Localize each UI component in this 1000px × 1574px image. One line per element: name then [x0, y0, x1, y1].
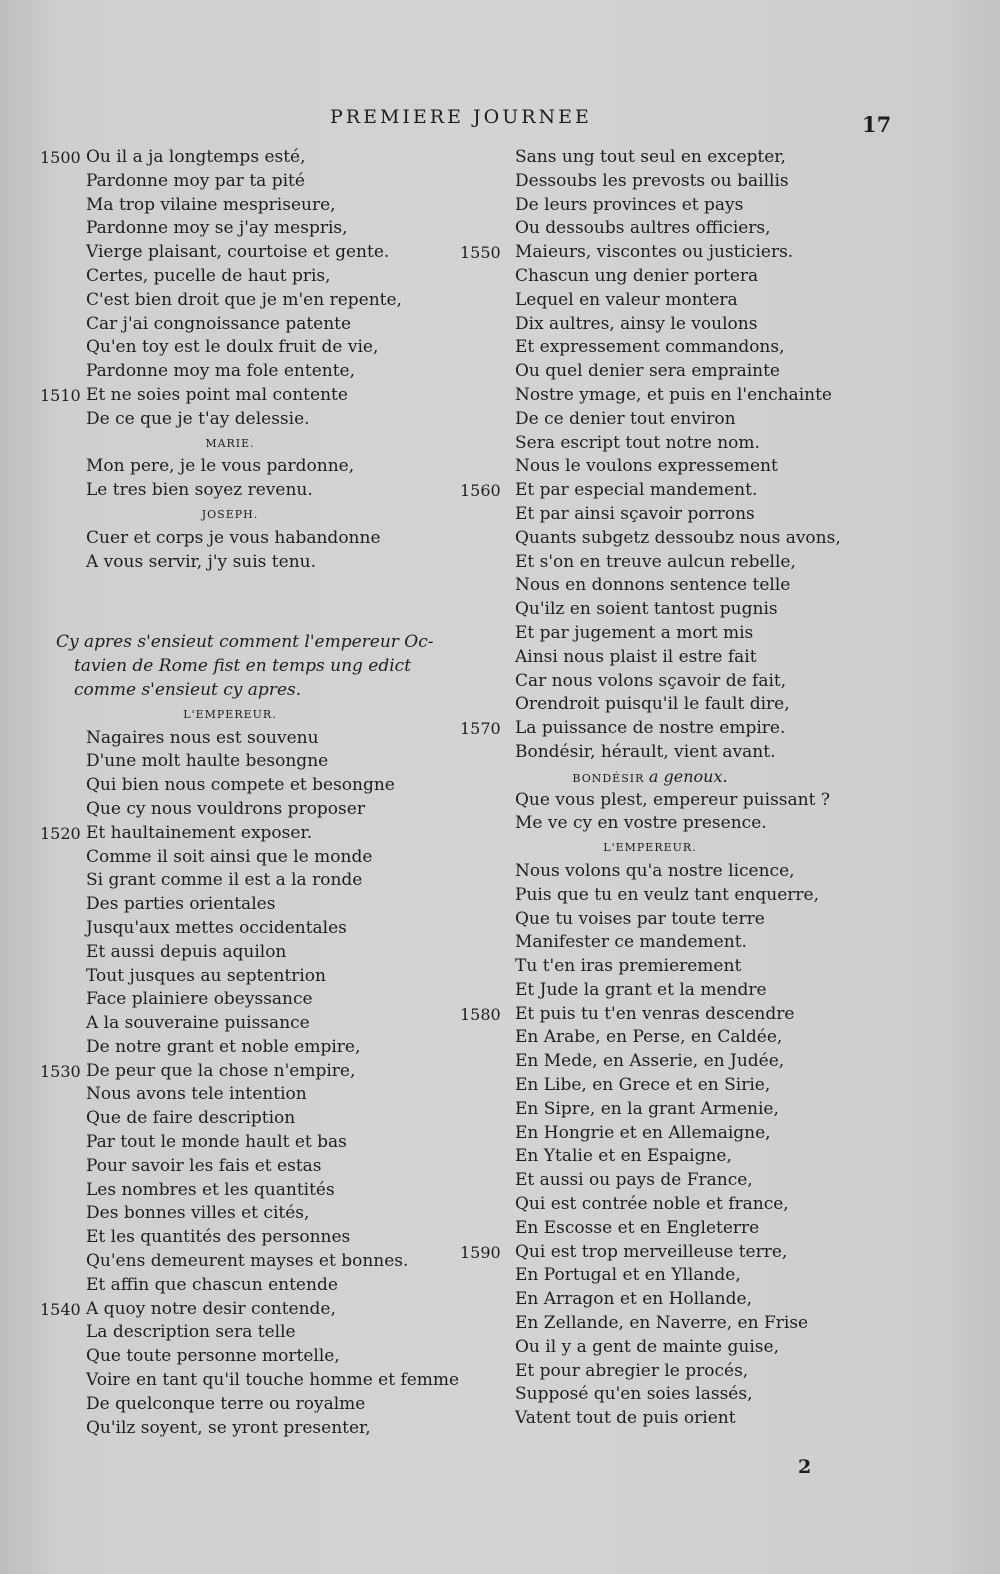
verse-text: Chascun ung denier portera: [515, 265, 759, 286]
verse-text: Pardonne moy par ta pité: [86, 170, 305, 191]
verse-text: Lequel en valeur montera: [515, 289, 738, 310]
verse-text: Par tout le monde hault et bas: [86, 1132, 347, 1153]
verse-line: [460, 360, 860, 384]
verse-text: Qu'ilz en soient tantost pugnis: [515, 599, 778, 620]
verse-text: En Sipre, en la grant Armenie,: [515, 1098, 779, 1119]
verse-line: [40, 408, 480, 432]
verse-line: [460, 146, 860, 170]
verse-line: [460, 194, 860, 218]
verse-text: Dessoubs les prevosts ou baillis: [515, 170, 789, 191]
verse-text: Que de faire description: [86, 1108, 296, 1129]
verse-text: Certes, pucelle de haut pris,: [86, 265, 331, 286]
verse-line: [460, 670, 860, 694]
speaker-label: L'EMPEREUR.: [183, 707, 277, 721]
verse-line: [40, 1226, 480, 1250]
verse-text: Et les quantités des personnes: [86, 1227, 351, 1248]
verse-line: [40, 1321, 480, 1345]
verse-text: Pour savoir les fais et estas: [86, 1155, 322, 1176]
verse-text: Supposé qu'en soies lassés,: [515, 1384, 753, 1405]
verse-text: En Libe, en Grece et en Sirie,: [515, 1075, 771, 1096]
verse-line: [460, 1122, 860, 1146]
verse-text: Et haultainement exposer.: [86, 822, 313, 843]
verse-text: Les nombres et les quantités: [86, 1179, 335, 1200]
line-number: 1530: [40, 1061, 81, 1081]
signature-mark: 2: [798, 1456, 812, 1478]
verse-text: Qu'ilz soyent, se yront presenter,: [86, 1417, 371, 1438]
verse-text: De ce denier tout environ: [515, 408, 736, 429]
verse-line: [460, 955, 860, 979]
line-number: 1510: [40, 385, 81, 405]
verse-line: [40, 217, 480, 241]
verse-text: Des bonnes villes et cités,: [86, 1203, 310, 1224]
verse-text: De quelconque terre ou royalme: [86, 1393, 366, 1414]
verse-text: Orendroit puisqu'il le fault dire,: [515, 694, 790, 715]
verse-line: [40, 965, 480, 989]
verse-text: Manifester ce mandement.: [515, 932, 747, 953]
verse-text: En Arragon et en Hollande,: [515, 1289, 752, 1310]
verse-text: Et expressement commandons,: [515, 337, 785, 358]
verse-text: Puis que tu en veulz tant enquerre,: [515, 884, 820, 905]
verse-line: [40, 750, 480, 774]
verse-text: La description sera telle: [86, 1322, 296, 1343]
page-header: [0, 106, 1000, 136]
verse-line: [460, 241, 860, 265]
verse-text: Nagaires nous est souvenu: [86, 727, 319, 748]
verse-text: Sans ung tout seul en excepter,: [515, 147, 786, 167]
verse-text: A vous servir, j'y suis tenu.: [86, 551, 316, 572]
line-number: 1580: [460, 1004, 501, 1024]
line-number: 1590: [460, 1242, 501, 1262]
verse-line: [40, 1131, 480, 1155]
verse-line: [40, 1417, 480, 1441]
verse-line: [460, 693, 860, 717]
verse-line: [40, 551, 480, 575]
verse-line: [460, 1193, 860, 1217]
verse-line: [460, 384, 860, 408]
speaker-name: [40, 503, 420, 527]
verse-text: Qui est contrée noble et france,: [515, 1194, 789, 1215]
verse-text: De peur que la chose n'empire,: [86, 1060, 356, 1081]
verse-text: Des parties orientales: [86, 894, 276, 915]
verse-text: Vierge plaisant, courtoise et gente.: [86, 242, 390, 263]
verse-line: [460, 622, 860, 646]
verse-line: [460, 170, 860, 194]
line-number: 1520: [40, 823, 81, 843]
verse-text: Et par jugement a mort mis: [515, 622, 754, 643]
verse-text: Bondésir, hérault, vient avant.: [515, 741, 776, 762]
verse-text: Et affin que chascun entende: [86, 1274, 338, 1295]
verse-text: Vatent tout de puis orient: [515, 1408, 736, 1429]
verse-line: [40, 336, 480, 360]
stage-direction-line: comme s'ensieut cy apres.: [74, 679, 302, 700]
line-number: 1570: [460, 719, 501, 739]
verse-text: Si grant comme il est a la ronde: [86, 870, 363, 891]
verse-line: [40, 941, 480, 965]
verse-text: Le tres bien soyez revenu.: [86, 480, 313, 501]
verse-text: Et par ainsi sçavoir porrons: [515, 503, 755, 524]
verse-text: Qui bien nous compete et besongne: [86, 775, 395, 796]
stage-direction-line: Cy apres s'ensieut comment l'empereur Oc-: [56, 632, 434, 653]
verse-line: [460, 1360, 860, 1384]
verse-line: [460, 408, 860, 432]
stanza-gap: [40, 574, 480, 621]
verse-line: [40, 1345, 480, 1369]
verse-line: [460, 289, 860, 313]
verse-text: Qu'en toy est le doulx fruit de vie,: [86, 337, 379, 358]
speaker-label: JOSEPH.: [201, 507, 259, 521]
speaker-label: L'EMPEREUR.: [603, 841, 697, 855]
line-number: 1550: [460, 243, 501, 263]
speaker-label: BONDÉSIR: [572, 771, 645, 785]
verse-text: Nous avons tele intention: [86, 1084, 307, 1105]
verse-line: [460, 1169, 860, 1193]
verse-line: [460, 1241, 860, 1265]
verse-text: En Zellande, en Naverre, en Frise: [515, 1313, 809, 1334]
verse-text: De ce que je t'ay delessie.: [86, 408, 310, 429]
verse-text: De notre grant et noble empire,: [86, 1036, 361, 1057]
verse-line: [460, 717, 860, 741]
verse-line: [40, 265, 480, 289]
verse-line: [460, 1217, 860, 1241]
verse-text: Qu'ens demeurent mayses et bonnes.: [86, 1251, 409, 1272]
verse-line: [40, 1155, 480, 1179]
verse-line: [460, 979, 860, 1003]
verse-text: D'une molt haulte besongne: [86, 751, 329, 772]
verse-text: A la souveraine puissance: [86, 1013, 310, 1034]
verse-line: [40, 1202, 480, 1226]
verse-text: Voire en tant qu'il touche homme et femme: [86, 1370, 460, 1391]
speaker-direction: a genoux.: [648, 766, 728, 786]
verse-line: [460, 1288, 860, 1312]
verse-line: [40, 170, 480, 194]
verse-line: [460, 1336, 860, 1360]
verse-line: [40, 988, 480, 1012]
verse-text: Nous volons qu'a nostre licence,: [515, 860, 795, 881]
verse-line: [40, 1250, 480, 1274]
verse-line: [40, 194, 480, 218]
verse-line: [460, 1026, 860, 1050]
verse-text: Nous le voulons expressement: [515, 456, 778, 477]
verse-line: [460, 1312, 860, 1336]
verse-text: La puissance de nostre empire.: [515, 718, 786, 739]
page-number: 17: [862, 112, 892, 137]
verse-line: [40, 846, 480, 870]
verse-text: Et puis tu t'en venras descendre: [515, 1003, 795, 1024]
verse-text: Tout jusques au septentrion: [86, 965, 326, 986]
verse-line: [40, 1179, 480, 1203]
verse-line: [40, 1369, 480, 1393]
verse-line: [460, 1407, 860, 1431]
verse-text: Dix aultres, ainsy le voulons: [515, 313, 758, 334]
verse-line: [40, 1274, 480, 1298]
verse-line: [460, 1383, 860, 1407]
verse-text: Face plainiere obeyssance: [86, 989, 313, 1010]
verse-text: En Portugal et en Yllande,: [515, 1265, 741, 1286]
verse-line: [40, 1036, 480, 1060]
verse-line: [40, 869, 480, 893]
verse-line: [460, 1145, 860, 1169]
verse-text: En Escosse et en Engleterre: [515, 1217, 760, 1238]
verse-text: En Ytalie et en Espaigne,: [515, 1146, 732, 1167]
speaker-name: [460, 836, 840, 860]
line-number: 1500: [40, 148, 81, 167]
verse-line: [40, 1393, 480, 1417]
verse-line: [40, 241, 480, 265]
verse-text: Que vous plest, empereur puissant ?: [515, 789, 830, 810]
verse-line: [460, 217, 860, 241]
verse-line: [460, 313, 860, 337]
verse-line: [460, 1003, 860, 1027]
verse-text: Ma trop vilaine mespriseure,: [86, 194, 336, 215]
verse-text: Et aussi ou pays de France,: [515, 1170, 753, 1191]
verse-line: [40, 384, 480, 408]
verse-text: Que tu voises par toute terre: [515, 908, 765, 929]
verse-line: [460, 336, 860, 360]
verse-text: Jusqu'aux mettes occidentales: [86, 917, 347, 938]
verse-text: Maieurs, viscontes ou justiciers.: [515, 242, 794, 263]
verse-text: Ainsi nous plaist il estre fait: [515, 646, 757, 667]
verse-line: [460, 1264, 860, 1288]
verse-text: A quoy notre desir contende,: [86, 1298, 336, 1319]
verse-text: Car j'ai congnoissance patente: [86, 313, 352, 334]
verse-text: Que cy nous vouldrons proposer: [86, 798, 365, 819]
verse-line: [40, 146, 480, 170]
verse-line: [460, 527, 860, 551]
verse-text: Ou quel denier sera emprainte: [515, 361, 780, 382]
verse-line: [40, 798, 480, 822]
verse-line: [460, 884, 860, 908]
verse-text: Nostre ymage, et puis en l'enchainte: [515, 384, 832, 405]
verse-text: Ou il y a gent de mainte guise,: [515, 1336, 779, 1357]
verse-text: Pardonne moy ma fole entente,: [86, 361, 356, 382]
left-column: [40, 146, 480, 1440]
verse-text: De leurs provinces et pays: [515, 194, 744, 215]
verse-line: [40, 822, 480, 846]
verse-text: Et par especial mandement.: [515, 480, 758, 501]
verse-line: [40, 774, 480, 798]
verse-line: [40, 727, 480, 751]
verse-line: [460, 432, 860, 456]
verse-line: [460, 741, 860, 765]
verse-line: [40, 313, 480, 337]
verse-line: [460, 551, 860, 575]
speaker-label: MARIE.: [205, 436, 255, 450]
verse-line: [40, 289, 480, 313]
verse-line: [460, 1098, 860, 1122]
verse-line: [460, 646, 860, 670]
speaker-name: [460, 765, 840, 789]
verse-text: Et s'on en treuve aulcun rebelle,: [515, 551, 796, 572]
verse-text: Cuer et corps je vous habandonne: [86, 527, 381, 548]
verse-text: Tu t'en iras premierement: [515, 956, 742, 977]
verse-text: En Mede, en Asserie, en Judée,: [515, 1051, 785, 1072]
verse-text: En Hongrie et en Allemaigne,: [515, 1122, 771, 1143]
verse-line: [460, 574, 860, 598]
verse-text: Pardonne moy se j'ay mespris,: [86, 218, 348, 239]
running-head: PREMIERE JOURNEE: [330, 106, 592, 128]
verse-text: Car nous volons sçavoir de fait,: [515, 670, 787, 691]
verse-line: [460, 908, 860, 932]
verse-text: Et ne soies point mal contente: [86, 384, 348, 405]
verse-text: Que toute personne mortelle,: [86, 1346, 340, 1367]
verse-text: Me ve cy en vostre presence.: [515, 813, 767, 834]
stage-direction: [40, 631, 436, 702]
verse-line: [460, 860, 860, 884]
right-column: [460, 146, 860, 1431]
verse-line: [460, 455, 860, 479]
verse-text: Qui est trop merveilleuse terre,: [515, 1241, 788, 1262]
verse-line: [40, 917, 480, 941]
line-number: 1560: [460, 481, 501, 501]
verse-line: [40, 527, 480, 551]
verse-line: [460, 598, 860, 622]
verse-line: [460, 479, 860, 503]
verse-line: [40, 893, 480, 917]
verse-text: Ou il a ja longtemps esté,: [86, 147, 306, 167]
verse-line: [40, 1083, 480, 1107]
speaker-name: [40, 703, 420, 727]
speaker-name: [40, 432, 420, 456]
verse-line: [460, 789, 860, 813]
verse-text: Comme il soit ainsi que le monde: [86, 846, 373, 867]
verse-text: Sera escript tout notre nom.: [515, 432, 760, 453]
verse-text: Nous en donnons sentence telle: [515, 575, 791, 596]
line-number: 1540: [40, 1299, 81, 1319]
verse-line: [40, 1298, 480, 1322]
verse-line: [460, 1074, 860, 1098]
verse-line: [40, 479, 480, 503]
verse-line: [460, 1050, 860, 1074]
verse-line: [460, 812, 860, 836]
verse-text: Quants subgetz dessoubz nous avons,: [515, 527, 841, 548]
verse-text: C'est bien droit que je m'en repente,: [86, 289, 402, 310]
verse-line: [460, 265, 860, 289]
verse-text: Et Jude la grant et la mendre: [515, 979, 767, 1000]
verse-text: Et aussi depuis aquilon: [86, 941, 287, 962]
verse-text: Mon pere, je le vous pardonne,: [86, 456, 355, 477]
verse-text: Ou dessoubs aultres officiers,: [515, 218, 771, 239]
verse-line: [460, 503, 860, 527]
verse-line: [40, 360, 480, 384]
verse-line: [40, 1107, 480, 1131]
verse-line: [40, 1012, 480, 1036]
verse-line: [40, 455, 480, 479]
verse-line: [460, 931, 860, 955]
verse-text: En Arabe, en Perse, en Caldée,: [515, 1027, 783, 1048]
verse-text: Et pour abregier le procés,: [515, 1360, 749, 1381]
stage-direction-line: tavien de Rome fist en temps ung edict: [74, 656, 412, 677]
verse-line: [40, 1060, 480, 1084]
